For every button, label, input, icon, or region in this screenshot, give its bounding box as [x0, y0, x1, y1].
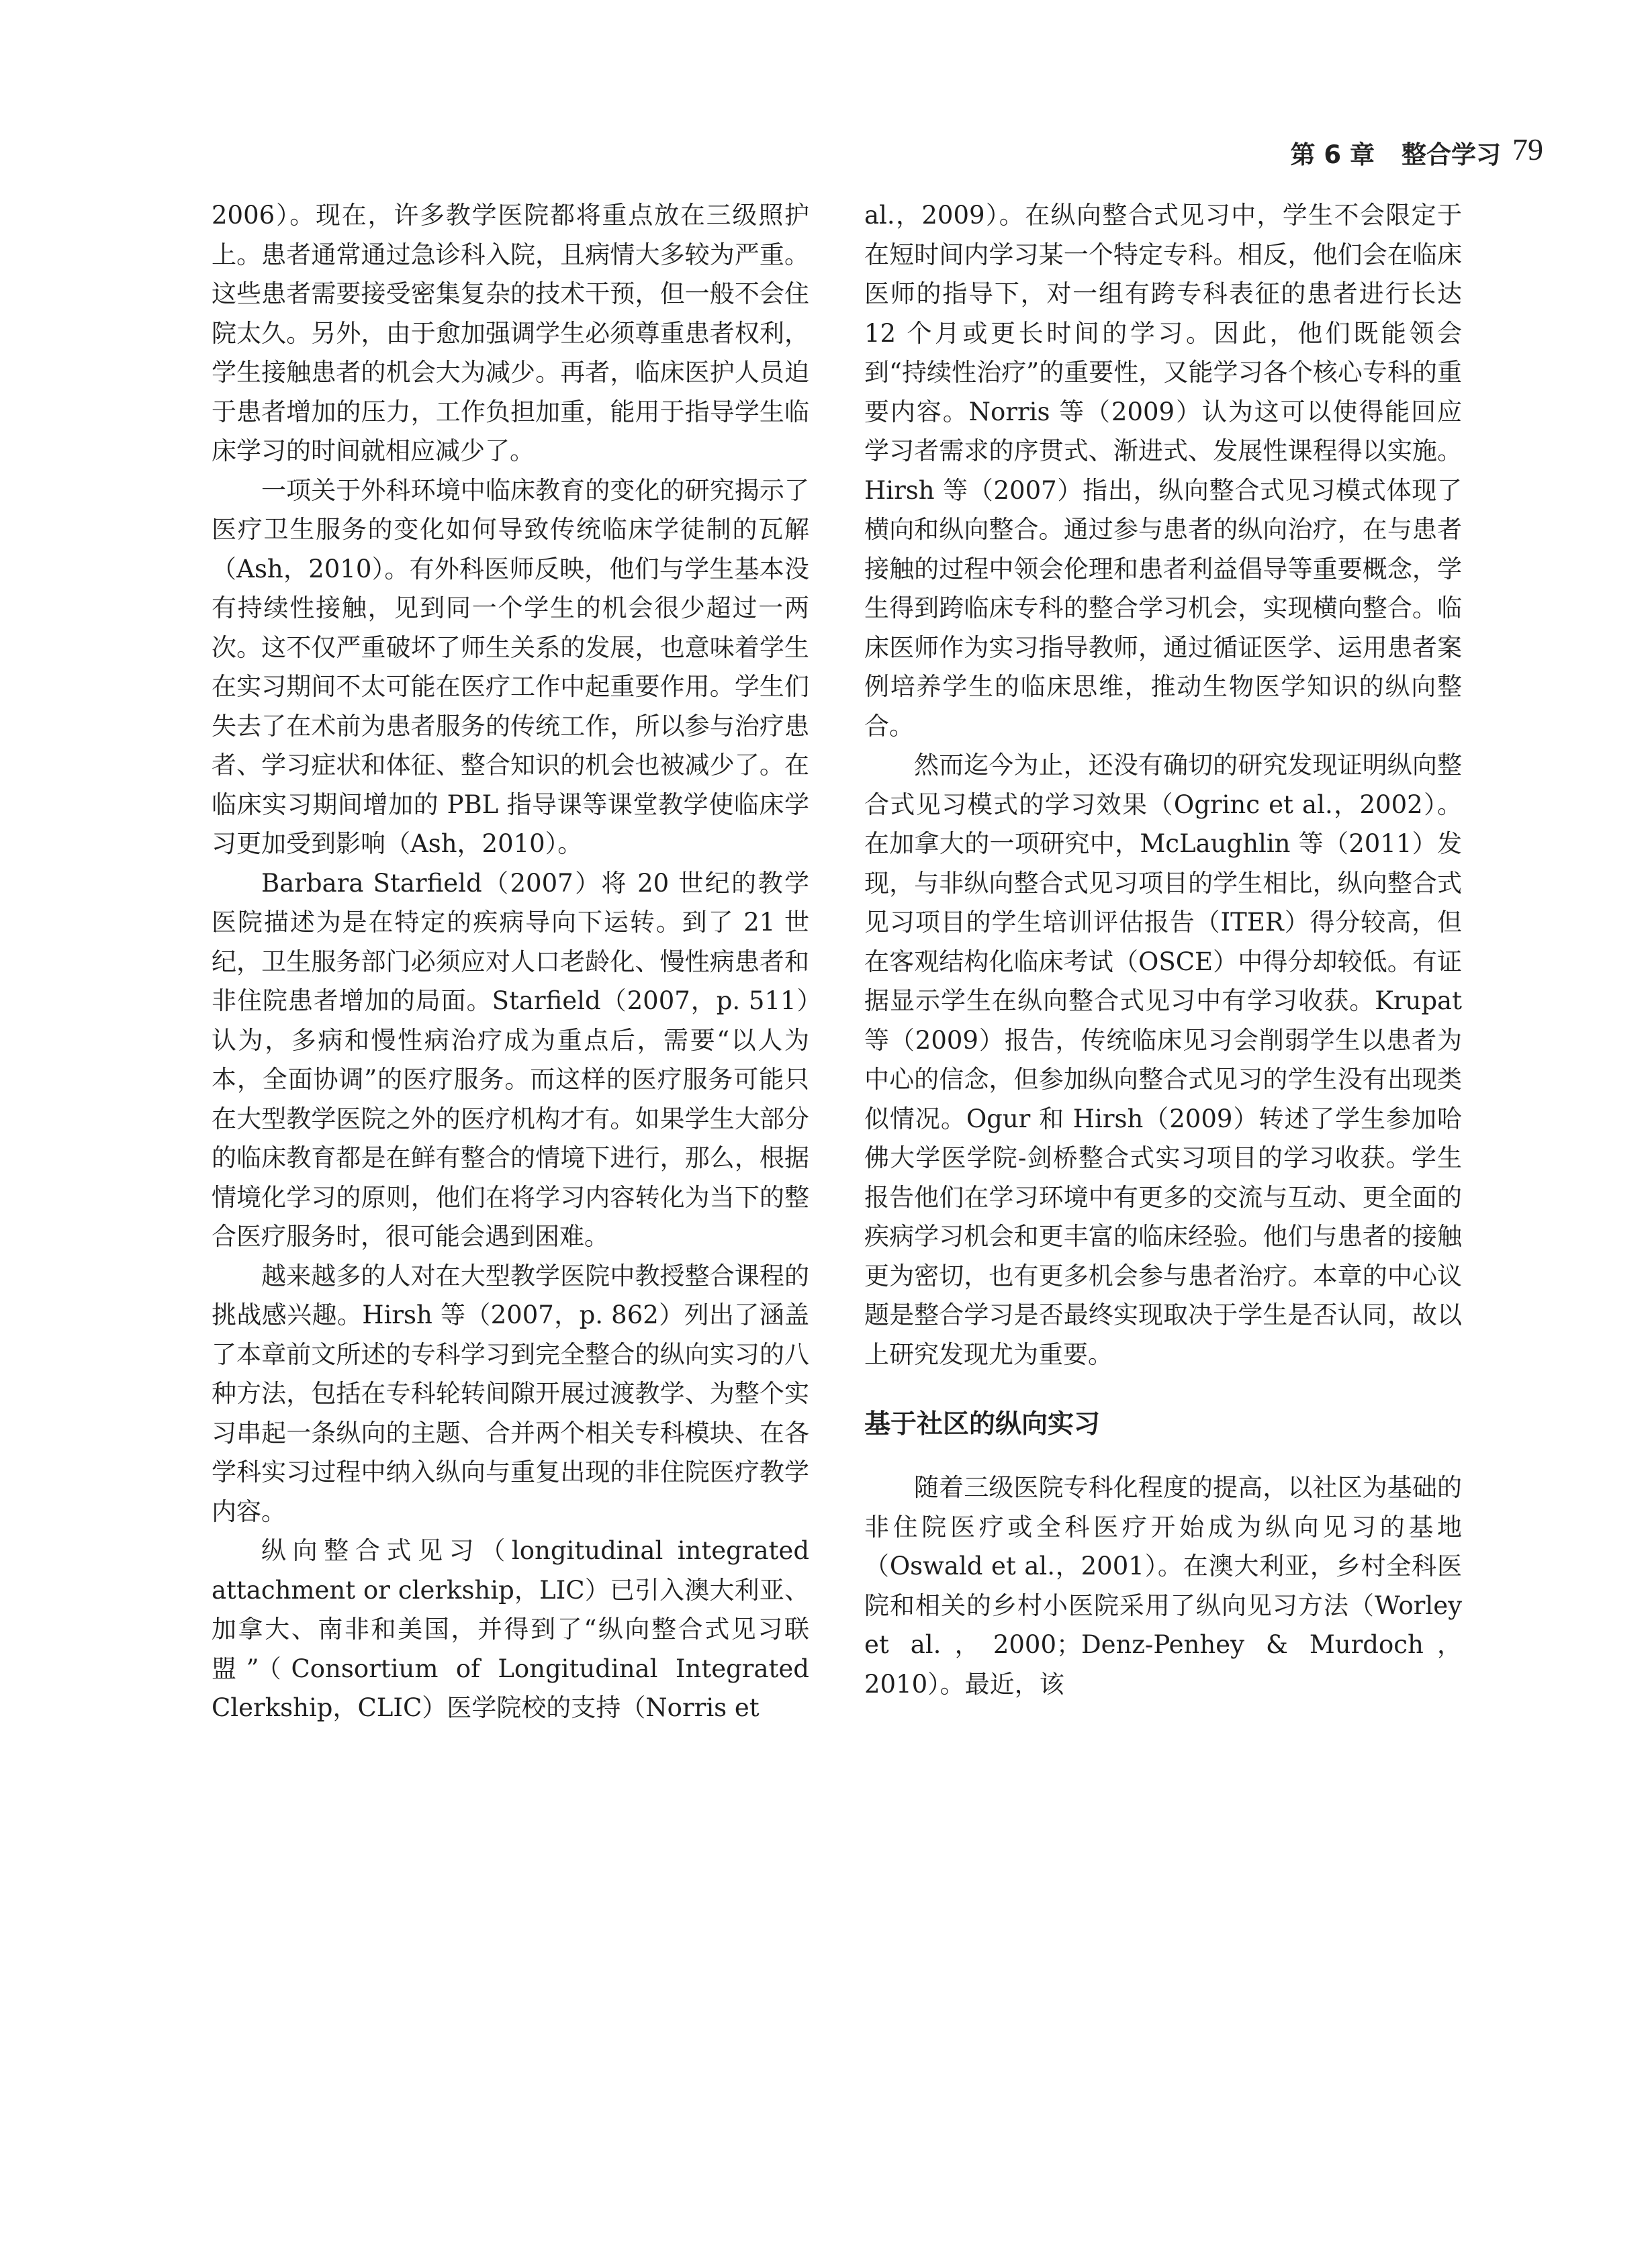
paragraph: 2006）。现在，许多教学医院都将重点放在三级照护上。患者通常通过急诊科入院，且病情大多较为严重。这些患者需要接受密集复杂的技术干预，但一般不会住院太久。另外，由于愈加强调学生必须尊重患者权利，学生接触患者的机会大为减少。再者，临床医护人员迫于患者增加的压力，工作负担加重，能用于指导学生临床学习的时间就相应减少了。	[212, 201, 809, 465]
paragraph: 越来越多的人对在大型教学医院中教授整合课程的挑战感兴趣。Hirsh 等（2007，p. 862）列出了涵盖了本章前文所述的专科学习到完全整合的纵向实习的八种方法，包括在专科轮转间隙开展过渡教学、为整个实习串起一条纵向的主题、合并两个相关专科模块、在各学科实习过程中纳入纵向与重复出现的非住院医疗教学内容。	[212, 1261, 809, 1526]
paragraph: al.，2009）。在纵向整合式见习中，学生不会限定于在短时间内学习某一个特定专科。相反，他们会在临床医师的指导下，对一组有跨专科表征的患者进行长达 12 个月或更长时间的学习。因此，他们既能领会到“持续性治疗”的重要性，又能学习各个核心专科的重要内容。Norris 等（2009）认为这可以使得能回应学习者需求的序贯式、渐进式、发展性课程得以实施。Hirsh 等（2007）指出，纵向整合式见习模式体现了横向和纵向整合。通过参与患者的纵向治疗，在与患者接触的过程中领会伦理和患者利益倡导等重要概念，学生得到跨临床专科的整合学习机会，实现横向整合。临床医师作为实习指导教师，通过循证医学、运用患者案例培养学生的临床思维，推动生物医学知识的纵向整合。	[864, 201, 1462, 741]
running-head	[1290, 134, 1501, 171]
paragraph: Barbara Starfield（2007）将 20 世纪的教学医院描述为是在特定的疾病导向下运转。到了 21 世纪，卫生服务部门必须应对人口老龄化、慢性病患者和非住院患者增加的局面。Starfield（2007，p. 511）认为，多病和慢性病治疗成为重点后，需要“以人为本，全面协调”的医疗服务。而这样的医疗服务可能只在大型教学医院之外的医疗机构才有。如果学生大部分的临床教育都是在鲜有整合的情境下进行，那么，根据情境化学习的原则，他们在将学习内容转化为当下的整合医疗服务时，很可能会遇到困难。	[212, 868, 809, 1251]
left-column	[212, 196, 809, 1728]
page-number: 79	[1512, 132, 1543, 167]
paragraph: 然而迄今为止，还没有确切的研究发现证明纵向整合式见习模式的学习效果（Ogrinc et al.，2002）。在加拿大的一项研究中，McLaughlin 等（2011）发现，与非纵向整合式见习项目的学生相比，纵向整合式见习项目的学生培训评估报告（ITER）得分较高，但在客观结构化临床考试（OSCE）中得分却较低。有证据显示学生在纵向整合式见习中有学习收获。Krupat 等（2009）报告，传统临床见习会削弱学生以患者为中心的信念，但参加纵向整合式见习的学生没有出现类似情况。Ogur 和 Hirsh（2009）转述了学生参加哈佛大学医学院-剑桥整合式实习项目的学习收获。学生报告他们在学习环境中有更多的交流与互动、更全面的疾病学习机会和更丰富的临床经验。他们与患者的接触更为密切，也有更多机会参与患者治疗。本章的中心议题是整合学习是否最终实现取决于学生是否认同，故以上研究发现尤为重要。	[864, 751, 1462, 1369]
paragraph: 一项关于外科环境中临床教育的变化的研究揭示了医疗卫生服务的变化如何导致传统临床学徒制的瓦解（Ash，2010）。有外科医师反映，他们与学生基本没有持续性接触，见到同一个学生的机会很少超过一两次。这不仅严重破坏了师生关系的发展，也意味着学生在实习期间不太可能在医疗工作中起重要作用。学生们失去了在术前为患者服务的传统工作，所以参与治疗患者、学习症状和体征、整合知识的机会也被减少了。在临床实习期间增加的 PBL 指导课等课堂教学使临床学习更加受到影响（Ash，2010）。	[212, 475, 809, 858]
section-heading: 基于社区的纵向实习	[864, 1409, 1101, 1439]
chapter-number: 第 6 章	[1290, 140, 1375, 169]
chapter-title: 整合学习	[1402, 140, 1501, 169]
paragraph: 纵向整合式见习（longitudinal integrated attachment or clerkship，LIC）已引入澳大利亚、加拿大、南非和美国，并得到了“纵向整合式见习联盟”（Consortium of Longitudinal Integrated Clerkship，CLIC）医学院校的支持（Norris et	[212, 1536, 809, 1722]
right-column	[864, 196, 1462, 1704]
paragraph: 随着三级医院专科化程度的提高，以社区为基础的非住院医疗或全科医疗开始成为纵向见习的基地（Oswald et al.，2001）。在澳大利亚，乡村全科医院和相关的乡村小医院采用了纵向见习方法（Worley et al.，2000；Denz-Penhey & Murdoch，2010）。最近，该	[864, 1473, 1462, 1699]
